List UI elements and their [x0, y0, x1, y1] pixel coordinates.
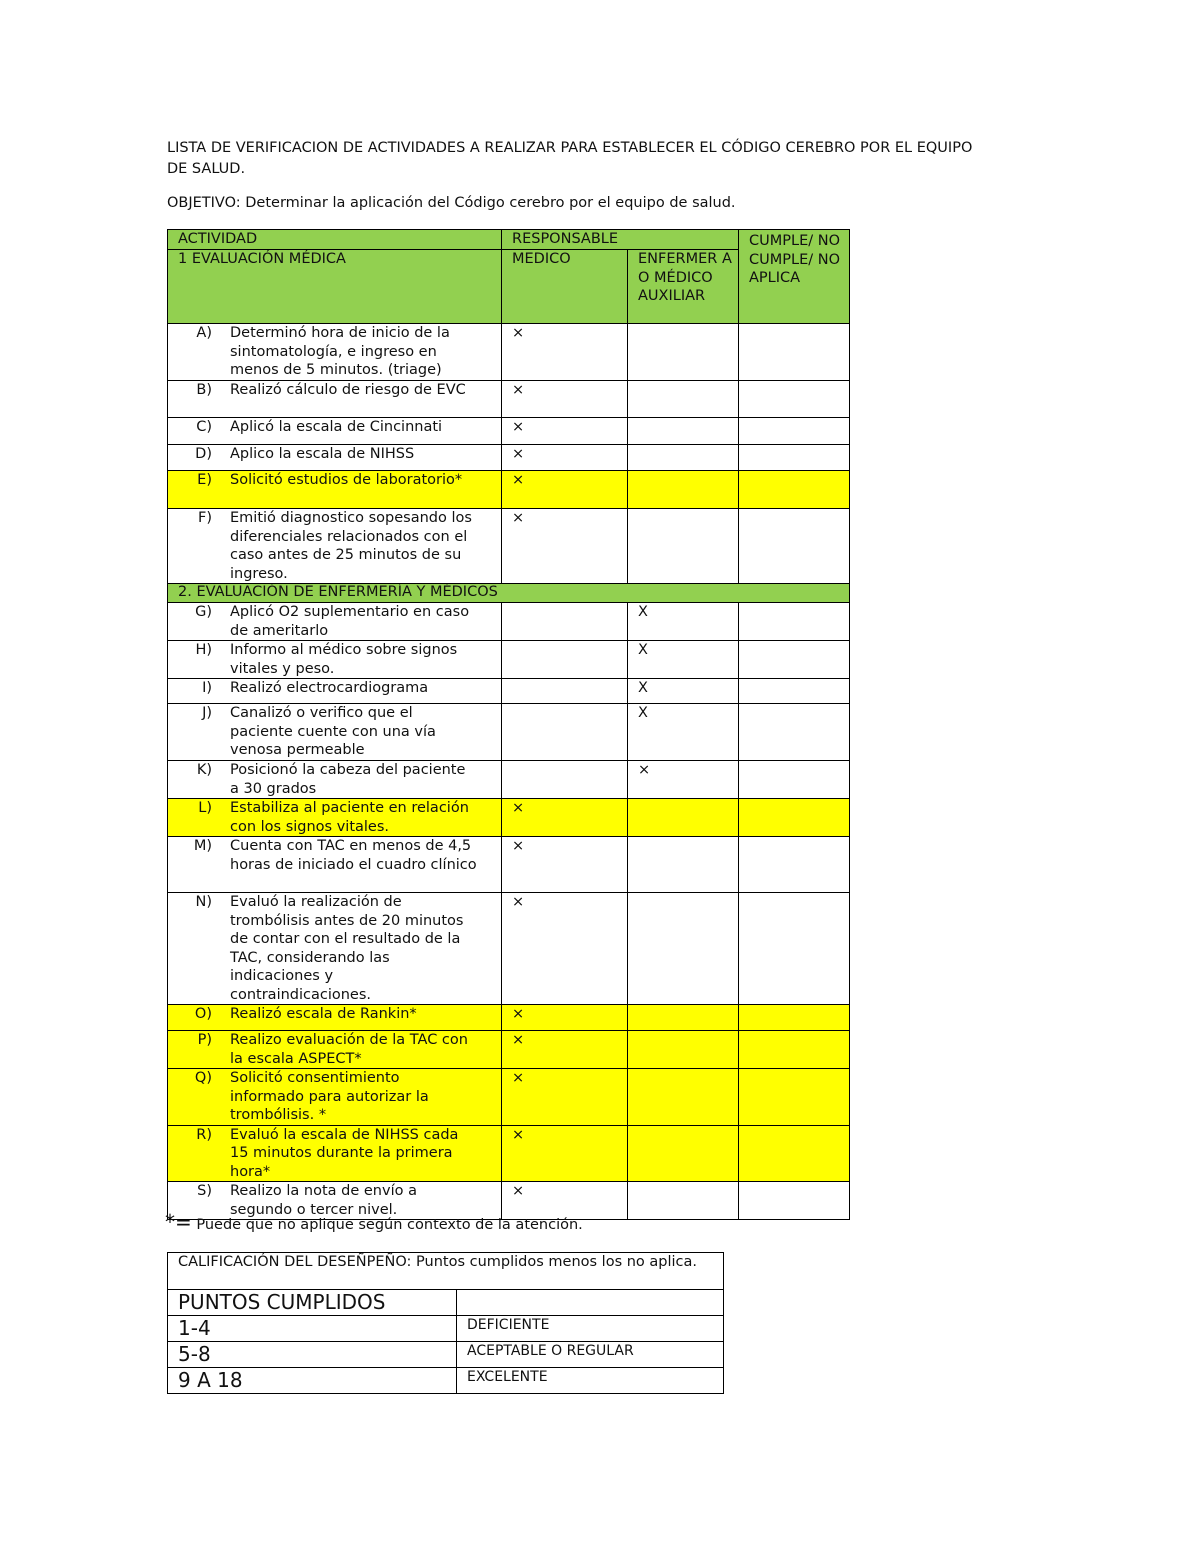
enfermera-mark: ×: [638, 762, 651, 778]
table-row: [168, 837, 850, 893]
cumple-cell: [739, 418, 850, 445]
activity-label: A): [196, 325, 212, 341]
medico-cell: [502, 1125, 628, 1182]
table-row: [168, 893, 850, 1005]
enfermera-cell: [628, 603, 739, 641]
enfermera-mark: X: [638, 705, 648, 721]
grading-range: 5-8: [168, 1342, 457, 1368]
medico-cell: [502, 471, 628, 509]
activity-label: S): [197, 1183, 212, 1199]
enfermera-cell: [628, 1069, 739, 1126]
activity-label: B): [196, 382, 212, 398]
medico-mark: ×: [512, 1126, 525, 1143]
activity-text: Solicitó consentimiento informado para autorizar la trombólisis. *: [230, 1070, 429, 1123]
grading-rating: DEFICIENTE: [457, 1316, 724, 1342]
medico-mark: ×: [512, 446, 525, 462]
medico-cell: [502, 1031, 628, 1069]
medico-cell: [502, 837, 628, 893]
header-section1: 1 EVALUACIÓN MÉDICA: [168, 250, 502, 324]
enfermera-cell: [628, 893, 739, 1005]
medico-cell: [502, 381, 628, 418]
table-row: [168, 471, 850, 509]
table-row: [168, 799, 850, 837]
grading-table: [167, 1252, 724, 1394]
cumple-cell: [739, 324, 850, 381]
activity-cell: [168, 509, 502, 584]
cumple-cell: [739, 1005, 850, 1031]
cumple-cell: [739, 509, 850, 584]
activity-text: Informo al médico sobre signos vitales y peso.: [230, 642, 458, 677]
cumple-cell: [739, 641, 850, 679]
activity-text: Emitió diagnostico sopesando los diferenciales relacionados con el caso antes de 25 minutos de su ingreso.: [230, 510, 472, 582]
cumple-cell: [739, 893, 850, 1005]
activity-label: H): [195, 642, 212, 658]
activity-cell: [168, 445, 502, 471]
footnote-symbol: *=: [165, 1210, 192, 1234]
activity-cell: [168, 381, 502, 418]
table-row: [168, 761, 850, 799]
table-row: [168, 679, 850, 704]
checklist-table: [167, 229, 850, 1220]
medico-mark: ×: [512, 472, 525, 488]
activity-label: L): [198, 800, 212, 816]
activity-text: Aplico la escala de NIHSS: [230, 446, 415, 462]
cumple-cell: [739, 704, 850, 761]
section2-rows: [168, 603, 850, 1220]
medico-mark: ×: [512, 838, 525, 854]
objective-text: OBJETIVO: Determinar la aplicación del Código cerebro por el equipo de salud.: [167, 195, 736, 211]
table-row: [168, 509, 850, 584]
table-row: [168, 603, 850, 641]
activity-cell: [168, 837, 502, 893]
enfermera-cell: [628, 445, 739, 471]
activity-label: J): [202, 705, 212, 721]
activity-text: Realizo la nota de envío a segundo o tercer nivel.: [230, 1183, 417, 1218]
enfermera-cell: [628, 641, 739, 679]
table-row: [168, 381, 850, 418]
enfermera-cell: [628, 679, 739, 704]
enfermera-cell: [628, 324, 739, 381]
medico-cell: [502, 679, 628, 704]
cumple-cell: [739, 799, 850, 837]
grading-range: 1-4: [168, 1316, 457, 1342]
medico-mark: ×: [512, 325, 525, 341]
activity-text: Realizó escala de Rankin*: [230, 1006, 417, 1022]
enfermera-cell: [628, 1182, 739, 1220]
medico-mark: ×: [512, 1032, 525, 1048]
enfermera-cell: [628, 761, 739, 799]
activity-text: Realizo evaluación de la TAC con la escala ASPECT*: [230, 1032, 468, 1067]
cumple-cell: [739, 761, 850, 799]
header-medico: MEDICO: [502, 250, 628, 324]
table-row: [168, 445, 850, 471]
medico-cell: [502, 1005, 628, 1031]
activity-label: Q): [194, 1070, 212, 1086]
grading-row: [168, 1342, 724, 1368]
medico-cell: [502, 799, 628, 837]
table-row: [168, 1005, 850, 1031]
cumple-cell: [739, 603, 850, 641]
medico-mark: ×: [512, 382, 525, 398]
activity-text: Canalizó o verifico que el paciente cuente con una vía venosa permeable: [230, 705, 436, 758]
table-row: [168, 1031, 850, 1069]
activity-cell: [168, 799, 502, 837]
grading-header-right: [457, 1290, 724, 1316]
medico-cell: [502, 418, 628, 445]
grading-range: 9 A 18: [168, 1368, 457, 1394]
footnote: [165, 1210, 583, 1237]
activity-cell: [168, 1069, 502, 1126]
cumple-cell: [739, 679, 850, 704]
activity-label: D): [195, 446, 212, 462]
header-enfermera: ENFERMER A O MÉDICO AUXILIAR: [628, 250, 739, 324]
activity-text: Cuenta con TAC en menos de 4,5 horas de iniciado el cuadro clínico: [230, 838, 477, 873]
header-actividad: ACTIVIDAD: [168, 230, 502, 250]
activity-text: Posicionó la cabeza del paciente a 30 grados: [230, 762, 466, 797]
cumple-cell: [739, 1125, 850, 1182]
activity-cell: [168, 603, 502, 641]
enfermera-cell: [628, 471, 739, 509]
table-row: [168, 324, 850, 381]
medico-cell: [502, 1069, 628, 1126]
section2-title: 2. EVALUACIÓN DE ENFERMERÍA Y MÉDICOS: [168, 584, 850, 603]
activity-label: P): [197, 1032, 212, 1048]
activity-cell: [168, 1005, 502, 1031]
activity-text: Evaluó la realización de trombólisis antes de 20 minutos de contar con el resultado de la TAC, considerando las indicaciones y contraindicaciones.: [230, 894, 464, 1003]
grading-row: [168, 1316, 724, 1342]
activity-label: E): [197, 472, 212, 488]
activity-text: Solicitó estudios de laboratorio*: [230, 472, 463, 488]
footnote-text: Puede que no aplique según contexto de la atención.: [196, 1217, 583, 1233]
activity-cell: [168, 418, 502, 445]
activity-cell: [168, 1125, 502, 1182]
table-row: [168, 704, 850, 761]
medico-cell: [502, 704, 628, 761]
activity-cell: [168, 324, 502, 381]
activity-label: K): [196, 762, 212, 778]
cumple-cell: [739, 1182, 850, 1220]
medico-mark: ×: [512, 1070, 525, 1086]
enfermera-mark: X: [638, 642, 648, 658]
enfermera-cell: [628, 509, 739, 584]
table-row: [168, 1125, 850, 1182]
activity-label: R): [196, 1126, 212, 1143]
medico-mark: ×: [512, 510, 525, 526]
activity-cell: [168, 641, 502, 679]
activity-text: Determinó hora de inicio de la sintomatología, e ingreso en menos de 5 minutos. (triage): [230, 325, 450, 378]
medico-cell: [502, 641, 628, 679]
grading-header-row: [168, 1290, 724, 1316]
medico-cell: [502, 603, 628, 641]
activity-text: Realizó cálculo de riesgo de EVC: [230, 382, 466, 398]
activity-label: O): [194, 1006, 212, 1022]
cumple-cell: [739, 471, 850, 509]
activity-label: C): [196, 419, 212, 435]
cumple-cell: [739, 381, 850, 418]
grading-rows: [168, 1316, 724, 1394]
cumple-cell: [739, 445, 850, 471]
activity-label: G): [195, 604, 212, 620]
activity-label: I): [202, 680, 212, 696]
table-row: [168, 641, 850, 679]
activity-text: Realizó electrocardiograma: [230, 680, 429, 696]
medico-cell: [502, 324, 628, 381]
grading-header-left: PUNTOS CUMPLIDOS: [168, 1290, 457, 1316]
page-title: LISTA DE VERIFICACION DE ACTIVIDADES A REALIZAR PARA ESTABLECER EL CÓDIGO CEREBRO POR EL EQUIPO DE SALUD.: [167, 140, 973, 177]
activity-text: Aplicó O2 suplementario en caso de ameritarlo: [230, 604, 470, 639]
activity-cell: [168, 1031, 502, 1069]
activity-cell: [168, 761, 502, 799]
enfermera-cell: [628, 1005, 739, 1031]
cumple-cell: [739, 1031, 850, 1069]
medico-cell: [502, 445, 628, 471]
activity-text: Estabiliza al paciente en relación con los signos vitales.: [230, 800, 469, 835]
activity-cell: [168, 893, 502, 1005]
grading-title-row: [168, 1253, 724, 1290]
medico-cell: [502, 893, 628, 1005]
activity-cell: [168, 471, 502, 509]
activity-label: F): [198, 510, 212, 526]
grading-row: [168, 1368, 724, 1394]
section1-rows: [168, 324, 850, 584]
section2-header-row: [168, 584, 850, 603]
enfermera-cell: [628, 418, 739, 445]
medico-cell: [502, 509, 628, 584]
activity-cell: [168, 679, 502, 704]
activity-text: Aplicó la escala de Cincinnati: [230, 419, 443, 435]
table-header-row: [168, 230, 850, 250]
grading-title: CALIFICACIÓN DEL DESEÑPEÑO: Puntos cumplidos menos los no aplica.: [168, 1253, 724, 1290]
table-row: [168, 1069, 850, 1126]
activity-text: Evaluó la escala de NIHSS cada 15 minutos durante la primera hora*: [230, 1126, 459, 1180]
enfermera-cell: [628, 1031, 739, 1069]
medico-mark: ×: [512, 419, 525, 435]
header-responsable: RESPONSABLE: [502, 230, 739, 250]
enfermera-cell: [628, 704, 739, 761]
medico-mark: ×: [512, 1006, 525, 1022]
enfermera-cell: [628, 837, 739, 893]
enfermera-cell: [628, 1125, 739, 1182]
cumple-cell: [739, 1069, 850, 1126]
medico-mark: ×: [512, 894, 525, 910]
medico-mark: ×: [512, 1183, 525, 1199]
enfermera-cell: [628, 799, 739, 837]
enfermera-mark: X: [638, 680, 648, 696]
table-row: [168, 418, 850, 445]
grading-rating: EXCELENTE: [457, 1368, 724, 1394]
medico-cell: [502, 761, 628, 799]
activity-cell: [168, 704, 502, 761]
enfermera-cell: [628, 381, 739, 418]
grading-rating: ACEPTABLE O REGULAR: [457, 1342, 724, 1368]
activity-label: M): [193, 838, 212, 854]
enfermera-mark: X: [638, 604, 648, 620]
cumple-cell: [739, 837, 850, 893]
activity-label: N): [195, 894, 212, 910]
medico-mark: ×: [512, 800, 525, 816]
header-cumple: CUMPLE/ NO CUMPLE/ NO APLICA: [739, 230, 850, 324]
